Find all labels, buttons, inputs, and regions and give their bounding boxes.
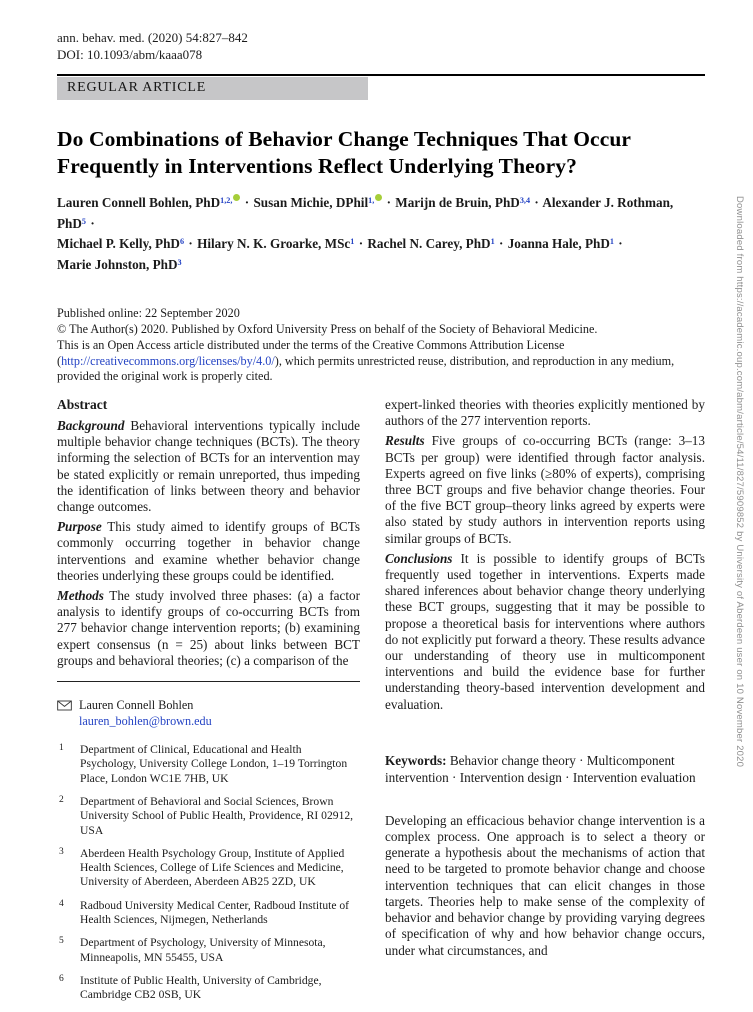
author-separator: ·	[386, 195, 391, 210]
doi-line: DOI: 10.1093/abm/kaaa078	[57, 46, 203, 62]
affiliation-number: 3	[59, 846, 64, 857]
affiliation-item: 1 Department of Clinical, Educational and Health Psychology, University College London, 1–19 Torrington Place, London WC1E 7HB, UK	[59, 743, 348, 785]
section-label: Purpose	[57, 519, 102, 535]
published-online: Published online: 22 September 2020	[57, 306, 240, 320]
affiliation-number: 1	[59, 743, 64, 754]
journal-citation: ann. behav. med. (2020) 54:827–842	[57, 30, 248, 45]
section-label: Methods	[57, 588, 104, 604]
affiliation-item: 6 Institute of Public Health, University of Cambridge, Cambridge CB2 0SB, UK	[59, 973, 322, 1002]
author-separator: ·	[244, 195, 250, 210]
license-link[interactable]: http://creativecommons.org/licenses/by/4.0/	[61, 353, 275, 368]
orcid-icon[interactable]	[233, 194, 240, 201]
keywords-block: Keywords: Behavior change theory · Multicomponent intervention · Intervention design · Intervention evaluation	[385, 752, 696, 785]
abstract-results: Results Five groups of co-occurring BCTs (range: 3–13 BCTs per group) were identified through factor analysis. Experts agreed on five links (≥80% of experts), comprising three BCT groups and five behavior change theories. Four of the five BCT group–theory links agreed by experts were also stated by study authors in intervention reports using similar groups of BCTs.	[385, 433, 705, 546]
affiliation-superscript: 6	[179, 237, 185, 247]
author: Marijn de Bruin, PhD$^{3,4}$ · Alexander J. Rothman, PhD$^5$ · Michael P. Kelly, PhD$^6$ · Hilary N. K. Groarke, MSc$^1$ · Rachel N. Carey, PhD$^1$ · Joanna Hale, PhD$^1$ · Marie Johnston, PhD$^3$	[57, 195, 674, 272]
corresponding-author: Lauren Connell Bohlen	[79, 698, 194, 713]
affiliation-superscript: 1,2,	[220, 196, 233, 206]
correspondence-details	[79, 698, 212, 729]
affiliation-superscript: 5	[81, 216, 87, 226]
author-separator: ·	[534, 195, 539, 210]
author: Michael P. Kelly, PhD$^6$ · Hilary N. K. Groarke, MSc$^1$ · Rachel N. Carey, PhD$^1$ · Joanna Hale, PhD$^1$ · Marie Johnston, PhD$^3$	[57, 236, 623, 272]
keywords-label: Keywords:	[385, 752, 447, 768]
license-text: This is an Open Access article distributed under the terms of the Creative Commons Attribution License (http://creativecommons.org/licenses/by/4.0/), which permits unrestricted reuse, distribution, and reproduction in any medium, provided the original work is properly cited.	[57, 338, 675, 383]
page-title: Do Combinations of Behavior Change Techniques That Occur Frequently in Interventions Reflect Underlying Theory?	[57, 127, 631, 178]
author-separator: ·	[358, 236, 364, 251]
affiliation-number: 4	[59, 898, 64, 909]
author-separator: ·	[498, 236, 504, 251]
abstract-conclusions: Conclusions It is possible to identify groups of BCTs frequently used together in interventions. Experts made shared inferences about behavior change theory underlying these BCT groups, suggesting that it may be possible to propose a theoretical basis for interventions where authors do not explicitly put forward a theory. These results advance our understanding of theory use in multicomponent interventions and build the evidence base for further understanding theory-based intervention development and evaluation.	[385, 550, 705, 712]
left-column	[57, 397, 360, 1012]
author: Marie Johnston, PhD$^3$	[57, 256, 182, 272]
author: Susan Michie, DPhil$^{1,}$ · Marijn de Bruin, PhD$^{3,4}$ · Alexander J. Rothman, PhD$^5$ · Michael P. Kelly, PhD$^6$ · Hilary N. K. Groarke, MSc$^1$ · Rachel N. Carey, PhD$^1$ · Joanna Hale, PhD$^1$ · Marie Johnston, PhD$^3$	[57, 195, 674, 272]
affiliation-number: 5	[59, 936, 64, 947]
abstract-background: Background Behavioral interventions typically include multiple behavior change techniques (BCTs). The theory informing the selection of BCTs for an intervention may be stated explicitly or remain unreported, thus impeding the identification of links between theory and behavior change outcomes.	[57, 418, 361, 515]
email-link[interactable]: lauren_bohlen@brown.edu	[79, 713, 212, 728]
section-label: Background	[57, 418, 125, 434]
affiliation-superscript: 1,	[368, 196, 375, 206]
right-column	[385, 397, 705, 1012]
author-separator: ·	[618, 236, 623, 251]
affiliation-superscript: 1	[490, 237, 495, 247]
author: Joanna Hale, PhD$^1$ · Marie Johnston, PhD$^3$	[57, 236, 623, 272]
affiliation-list	[57, 743, 360, 1002]
affiliation-superscript: 1	[609, 237, 614, 247]
article-page	[57, 30, 705, 1012]
affiliation-number: 6	[59, 973, 64, 984]
journal-reference	[57, 30, 705, 63]
publication-info	[57, 306, 705, 384]
affiliation-superscript: 3,4	[519, 196, 531, 206]
affiliation-superscript: 1	[350, 237, 355, 247]
correspondence-block	[57, 698, 360, 729]
affiliation-number: 2	[59, 794, 64, 805]
affiliation-item: 2 Department of Behavioral and Social Sciences, Brown University School of Public Health, Providence, RI 02912, USA	[59, 794, 354, 837]
abstract-purpose: Purpose This study aimed to identify groups of BCTs commonly occurring together in behavior change interventions and examine whether behavior change theories underlying these groups could be identified.	[57, 519, 360, 583]
orcid-icon[interactable]	[375, 194, 382, 201]
introduction-paragraph: Developing an efficacious behavior change intervention is a complex process. One approach is to select a theory or generate a hypothesis about the mechanisms of action that need to be targeted to promote behavior change and choose intervention techniques that can elicit changes in those targets. Theories help to make sense of the complexity of behavior and behavior change by providing varying degrees of specification of why and how behavior change occurs, under what circumstances, and	[385, 812, 705, 958]
affiliation-item: 4 Radboud University Medical Center, Radboud Institute of Health Sciences, Nijmegen, Netherlands	[59, 898, 350, 927]
copyright-line: © The Author(s) 2020. Published by Oxford University Press on behalf of the Society of Behavioral Medicine.	[57, 322, 598, 337]
affiliation-item: 3 Aberdeen Health Psychology Group, Institute of Applied Health Sciences, College of Life Sciences and Medicine, University of Aberdeen, Aberdeen AB25 2ZD, UK	[59, 846, 345, 889]
author-separator: ·	[90, 215, 95, 231]
author: Rachel N. Carey, PhD$^1$ · Joanna Hale, PhD$^1$ · Marie Johnston, PhD$^3$	[57, 236, 623, 272]
two-column-body	[57, 397, 705, 1012]
footnote-divider	[57, 681, 360, 682]
author-list	[57, 194, 705, 276]
envelope-icon	[57, 698, 79, 729]
author: Hilary N. K. Groarke, MSc$^1$ · Rachel N. Carey, PhD$^1$ · Joanna Hale, PhD$^1$ · Marie Johnston, PhD$^3$	[57, 236, 623, 272]
section-label: Conclusions	[385, 550, 453, 566]
author-separator: ·	[188, 236, 193, 251]
abstract-heading: Abstract	[57, 397, 108, 413]
affiliation-superscript: 3	[177, 257, 182, 267]
article-type-banner: REGULAR ARTICLE	[57, 77, 368, 100]
download-watermark: Downloaded from https://academic.oup.com/abm/article/54/11/827/5909852 by University of Aberdeen user on 10 November 2020	[734, 196, 745, 768]
divider	[57, 74, 705, 76]
abstract-methods: Methods The study involved three phases: (a) a factor analysis to identify groups of co-occurring BCTs from 277 behavior change intervention reports; (b) examining expert consensus (n = 25) about links between BCT groups and behavioral theories; (c) a comparison of the	[57, 588, 360, 668]
author: Alexander J. Rothman, PhD$^5$ · Michael P. Kelly, PhD$^6$ · Hilary N. K. Groarke, MSc$^1$ · Rachel N. Carey, PhD$^1$ · Joanna Hale, PhD$^1$ · Marie Johnston, PhD$^3$	[57, 195, 674, 272]
abstract-methods-continuation: expert-linked theories with theories explicitly mentioned by authors of the 277 intervention reports.	[385, 397, 705, 429]
affiliation-item: 5 Department of Psychology, University of Minnesota, Minneapolis, MN 55455, USA	[59, 936, 326, 964]
section-label: Results	[385, 433, 425, 449]
author: Lauren Connell Bohlen, PhD$^{1,2,}$ · Susan Michie, DPhil$^{1,}$ · Marijn de Bruin, PhD$^{3,4}$ · Alexander J. Rothman, PhD$^5$ · Michael P. Kelly, PhD$^6$ · Hilary N. K. Groarke, MSc$^1$ · Rachel N. Carey, PhD$^1$ · Joanna Hale, PhD$^1$ · Marie Johnston, PhD$^3$	[57, 195, 674, 272]
